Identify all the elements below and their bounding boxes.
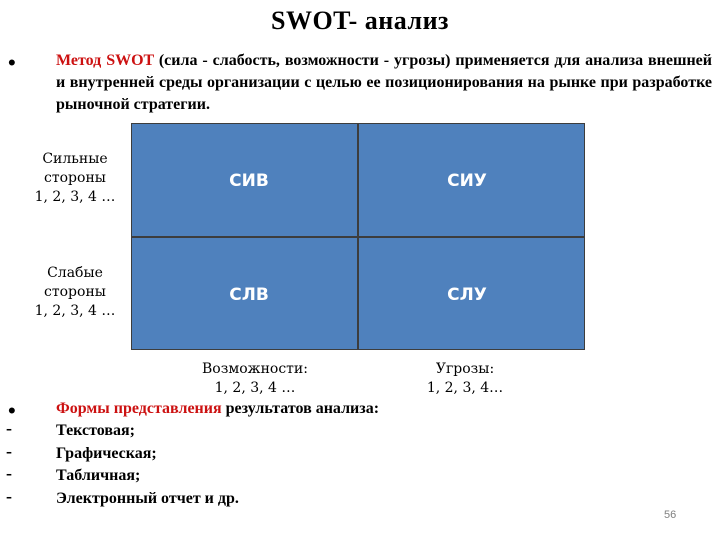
list-item: Табличная; [56,467,141,484]
column-label-line: 1, 2, 3, 4… [426,380,504,396]
column-label-opportunities [180,360,330,398]
row-label-line: Сильные [42,151,108,167]
row-label-weaknesses [22,264,128,321]
list-dash: - [6,418,12,438]
row-label-line: стороны [44,284,106,300]
intro-bullet: • [8,50,16,75]
list-item: Электронный отчет и др. [56,490,239,507]
row-label-line: стороны [44,170,106,186]
list-dash: - [6,486,12,506]
list-item: Текстовая; [56,422,135,439]
method-swot-highlight: Метод SWOT [56,52,154,69]
list-dash: - [6,463,12,483]
page-number: 56 [664,509,677,521]
list-item: Графическая; [56,445,157,462]
row-label-strengths [22,150,128,207]
column-label-threats [390,360,540,398]
list-dash: - [6,441,12,461]
cell-weaknesses-opportunities: СЛВ [229,285,269,305]
swot-matrix [131,123,585,350]
column-label-line: 1, 2, 3, 4 … [214,380,296,396]
cell-strengths-threats: СИУ [447,171,487,191]
slide-title: SWOT- анализ [270,6,450,35]
forms-bullet: • [8,398,16,423]
forms-heading [56,400,379,418]
row-label-line: Слабые [47,265,103,281]
intro-paragraph [56,50,712,116]
row-label-line: 1, 2, 3, 4 … [34,189,116,205]
column-label-line: Возможности: [202,361,308,377]
intro-text: (сила - слабость, возможности - угрозы) применяется для анализа внешней и внутренней среды организации с целью ее позиционирования на рынке при разработке рыночной стратегии. [56,52,712,113]
matrix-divider-horizontal [132,236,584,238]
column-label-line: Угрозы: [435,361,495,377]
cell-weaknesses-threats: СЛУ [447,285,487,305]
cell-strengths-opportunities: СИВ [229,171,269,191]
row-label-line: 1, 2, 3, 4 … [34,303,116,319]
forms-heading-text: результатов анализа: [221,400,380,417]
forms-highlight: Формы представления [56,400,222,417]
